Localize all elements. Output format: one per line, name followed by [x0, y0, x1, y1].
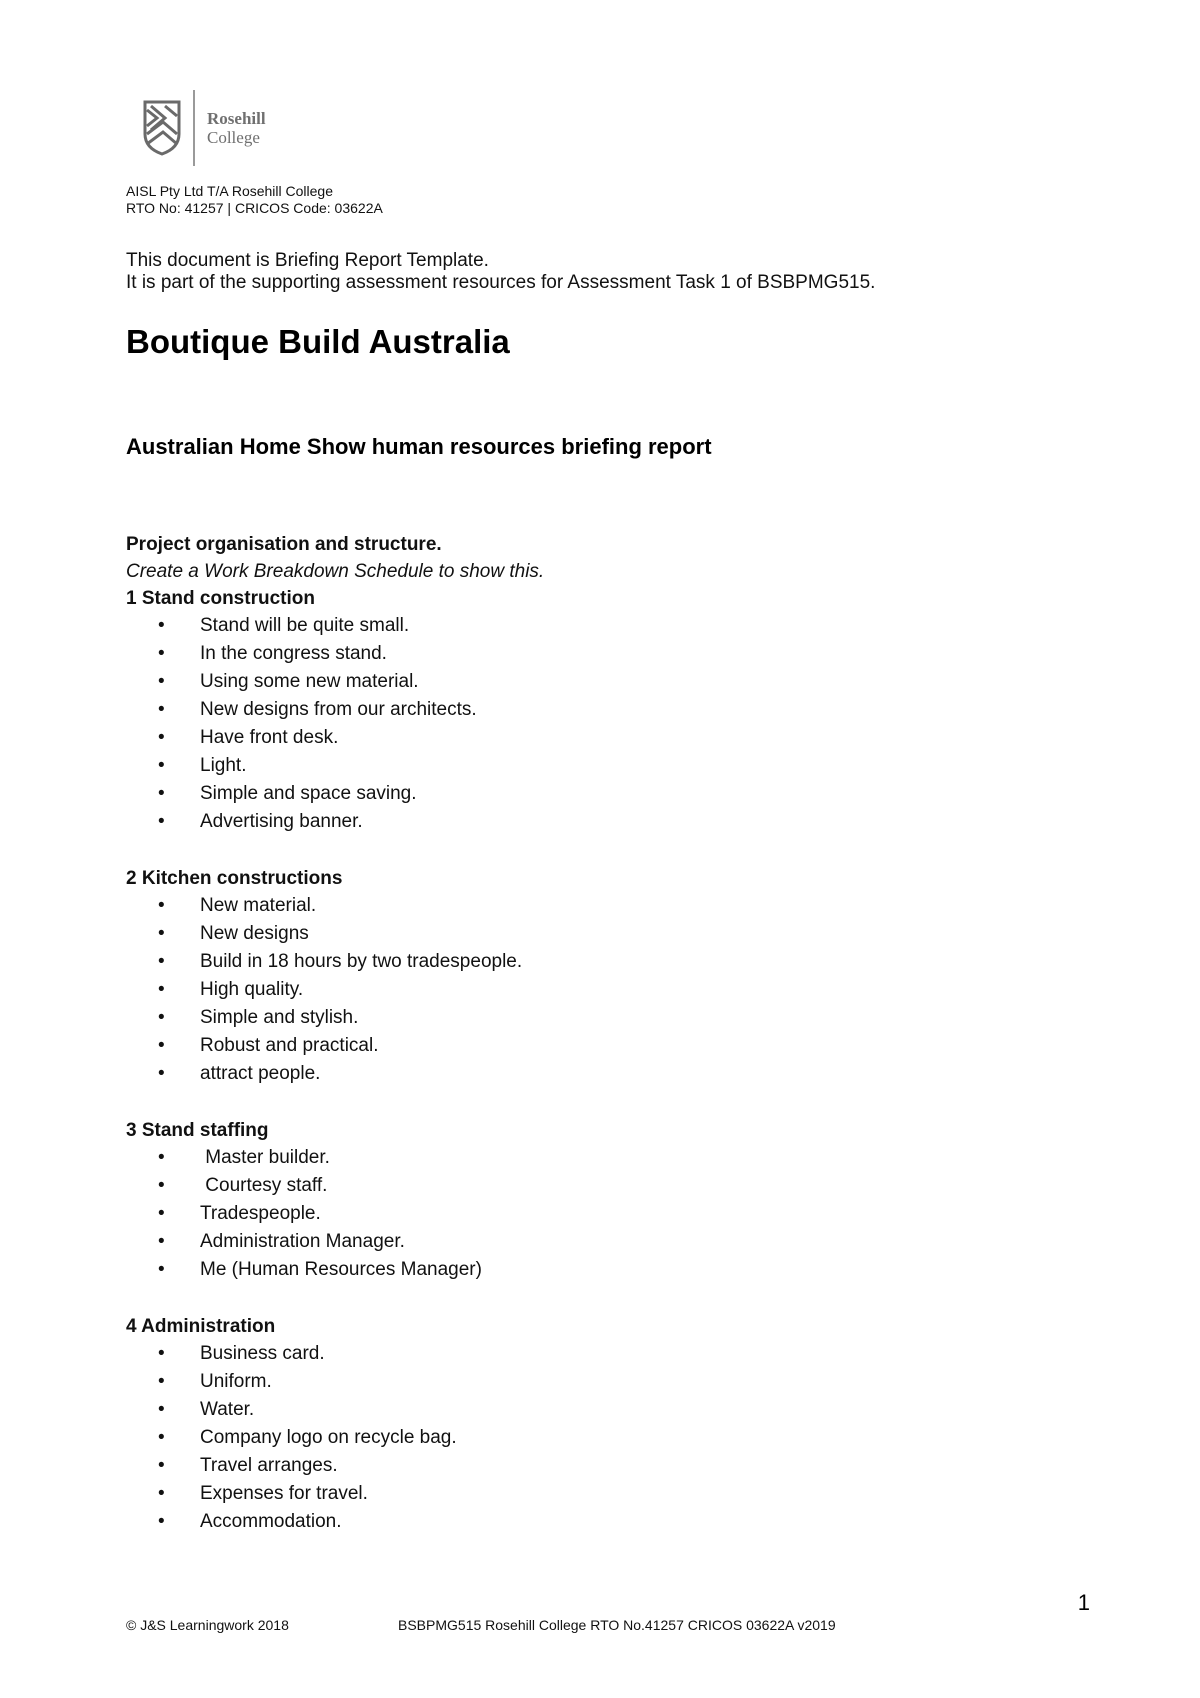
page-footer [126, 1617, 836, 1633]
list-item [126, 724, 1086, 752]
intro-line-1: This document is Briefing Report Template. [126, 250, 489, 271]
section-stand-staffing [126, 1117, 1086, 1284]
document-subtitle: Australian Home Show human resources briefing report [126, 434, 712, 459]
bullet: • [158, 755, 165, 776]
list-item [126, 1060, 1086, 1088]
logo-wordmark [207, 109, 266, 147]
list-item-text: Advertising banner. [200, 811, 363, 832]
list-item-text: High quality. [200, 979, 304, 1000]
list-item [126, 976, 1086, 1004]
list-item [126, 1508, 1086, 1536]
bullet: • [158, 1455, 165, 1476]
bullet-list [126, 1340, 1086, 1536]
bullet: • [158, 1343, 165, 1364]
list-item [126, 640, 1086, 668]
logo-line-1: Rosehill [207, 109, 266, 128]
footer-course-info: BSBPMG515 Rosehill College RTO No.41257 CRICOS 03622A v2019 [398, 1617, 836, 1633]
bullet: • [158, 783, 165, 804]
bullet: • [158, 1483, 165, 1504]
section-heading: 2 Kitchen constructions [126, 868, 343, 889]
bullet: • [158, 1511, 165, 1532]
list-item [126, 1004, 1086, 1032]
list-item [126, 1256, 1086, 1284]
bullet: • [158, 727, 165, 748]
org-name: AISL Pty Ltd T/A Rosehill College [126, 183, 333, 199]
list-item-text: Stand will be quite small. [200, 615, 410, 636]
list-item-text: Build in 18 hours by two tradespeople. [200, 951, 523, 972]
list-item [126, 780, 1086, 808]
shield-icon [143, 100, 181, 156]
list-item-text: New material. [200, 895, 317, 916]
footer-copyright: © J&S Learningwork 2018 [126, 1617, 289, 1633]
bullet: • [158, 699, 165, 720]
bullet-list [126, 892, 1086, 1088]
bullet: • [158, 1175, 165, 1196]
list-item [126, 696, 1086, 724]
list-item [126, 1452, 1086, 1480]
bullet: • [158, 1147, 165, 1168]
bullet: • [158, 615, 165, 636]
document-title: Boutique Build Australia [126, 323, 510, 360]
list-item [126, 1228, 1086, 1256]
list-item-text: Simple and space saving. [200, 783, 417, 804]
section-heading: 4 Administration [126, 1316, 276, 1337]
list-item-text: attract people. [200, 1063, 321, 1084]
intro-line-2: It is part of the supporting assessment resources for Assessment Task 1 of BSBPMG515. [126, 272, 876, 293]
bullet: • [158, 1259, 165, 1280]
list-item [126, 1340, 1086, 1368]
logo-line-2: College [207, 128, 260, 147]
list-item-text: Uniform. [200, 1371, 272, 1392]
list-item [126, 752, 1086, 780]
college-logo [143, 90, 266, 166]
bullet: • [158, 923, 165, 944]
bullet: • [158, 1231, 165, 1252]
section-kitchen-constructions [126, 865, 1086, 1088]
list-item [126, 1200, 1086, 1228]
logo-divider [193, 90, 195, 166]
list-item [126, 1032, 1086, 1060]
section-stand-construction [126, 585, 1086, 836]
list-item-text: New designs from our architects. [200, 699, 477, 720]
bullet: • [158, 1427, 165, 1448]
list-item [126, 1172, 1086, 1200]
list-item-text: Water. [200, 1399, 255, 1420]
bullet: • [158, 643, 165, 664]
bullet: • [158, 671, 165, 692]
bullet-list [126, 1144, 1086, 1284]
bullet: • [158, 1399, 165, 1420]
list-item [126, 948, 1086, 976]
bullet: • [158, 1203, 165, 1224]
list-item [126, 892, 1086, 920]
bullet: • [158, 951, 165, 972]
list-item [126, 1368, 1086, 1396]
bullet-list [126, 612, 1086, 836]
project-heading: Project organisation and structure. [126, 534, 442, 555]
list-item [126, 612, 1086, 640]
list-item-text: Accommodation. [200, 1511, 342, 1532]
list-item-text: Me (Human Resources Manager) [200, 1259, 482, 1280]
list-item-text: New designs [200, 923, 309, 944]
bullet: • [158, 811, 165, 832]
list-item [126, 668, 1086, 696]
list-item-text: Have front desk. [200, 727, 339, 748]
bullet: • [158, 1371, 165, 1392]
bullet: • [158, 1035, 165, 1056]
org-rto-code: RTO No: 41257 | CRICOS Code: 03622A [126, 200, 383, 216]
bullet: • [158, 895, 165, 916]
list-item-text: Courtesy staff. [200, 1175, 328, 1196]
list-item-text: Using some new material. [200, 671, 419, 692]
organisation-details [126, 183, 383, 217]
bullet: • [158, 1007, 165, 1028]
list-item-text: Administration Manager. [200, 1231, 405, 1252]
list-item [126, 1480, 1086, 1508]
section-heading: 3 Stand staffing [126, 1120, 269, 1141]
list-item [126, 1144, 1086, 1172]
list-item [126, 1396, 1086, 1424]
intro-text [126, 250, 875, 294]
list-item [126, 1424, 1086, 1452]
list-item-text: Business card. [200, 1343, 325, 1364]
project-note: Create a Work Breakdown Schedule to show this. [126, 561, 545, 582]
list-item-text: Robust and practical. [200, 1035, 379, 1056]
list-item [126, 808, 1086, 836]
report-body [126, 531, 1086, 1536]
list-item-text: Company logo on recycle bag. [200, 1427, 457, 1448]
bullet: • [158, 979, 165, 1000]
bullet: • [158, 1063, 165, 1084]
section-heading: 1 Stand construction [126, 588, 315, 609]
list-item-text: Expenses for travel. [200, 1483, 368, 1504]
list-item-text: Master builder. [200, 1147, 330, 1168]
list-item-text: In the congress stand. [200, 643, 387, 664]
list-item-text: Light. [200, 755, 247, 776]
list-item-text: Tradespeople. [200, 1203, 321, 1224]
page-number: 1 [1077, 1590, 1090, 1615]
list-item-text: Simple and stylish. [200, 1007, 359, 1028]
section-administration [126, 1313, 1086, 1536]
list-item-text: Travel arranges. [200, 1455, 338, 1476]
list-item [126, 920, 1086, 948]
